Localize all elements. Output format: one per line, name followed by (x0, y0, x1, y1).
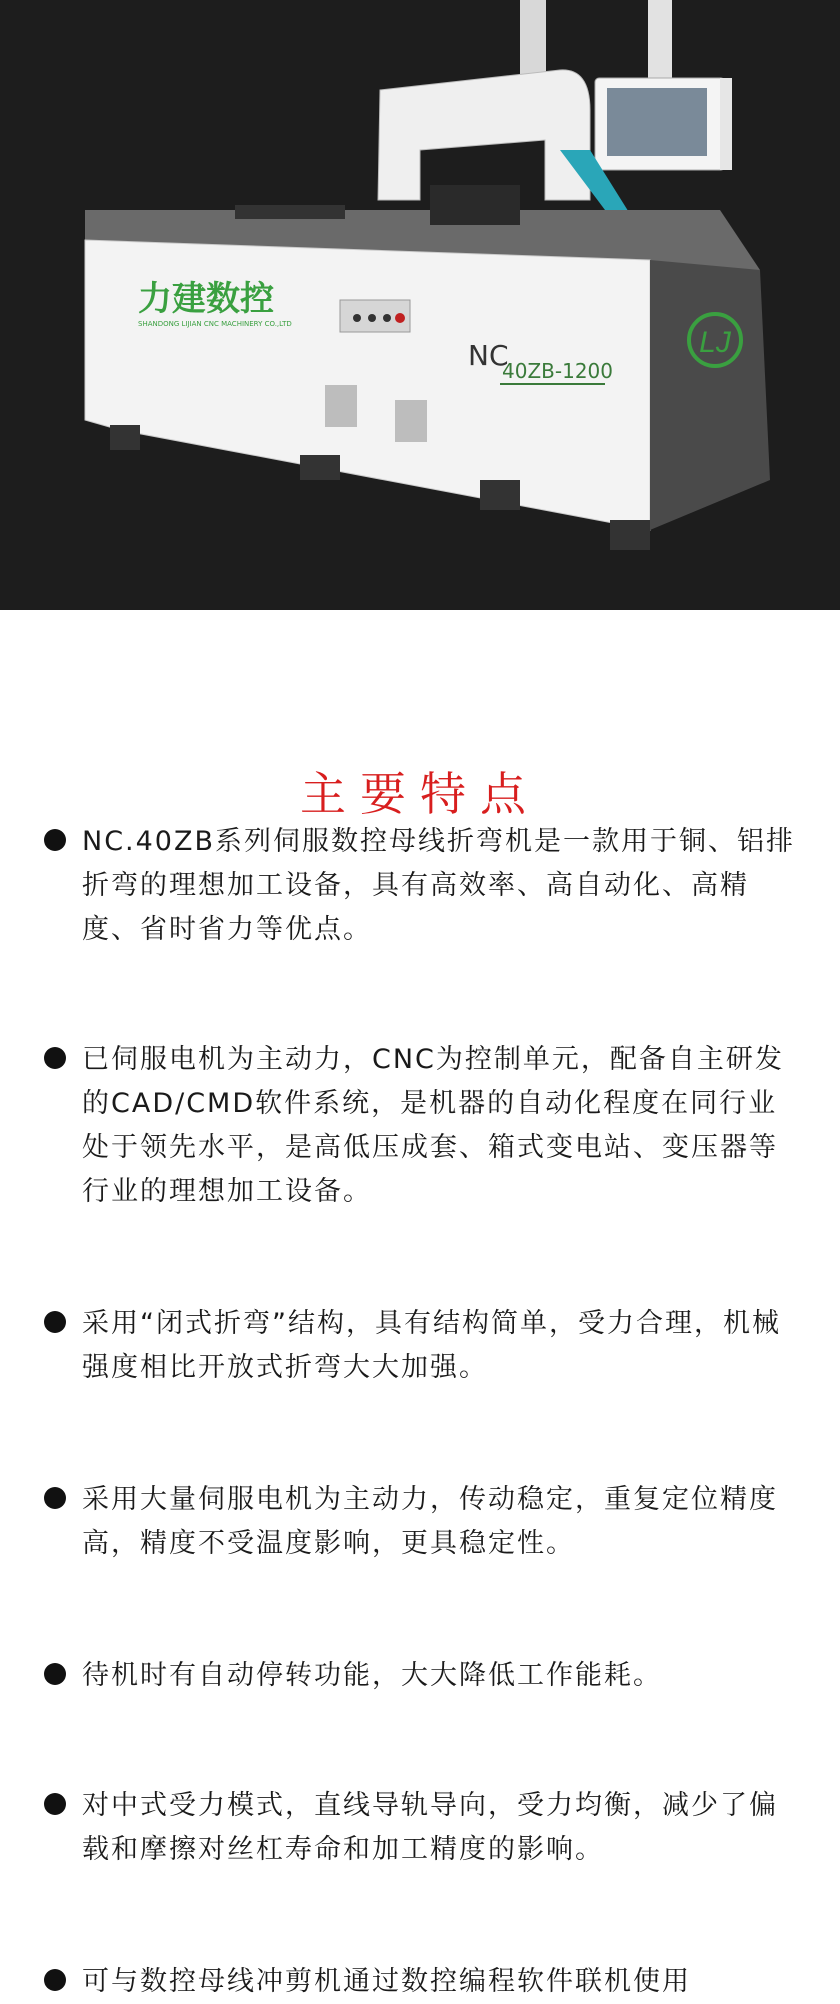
product-photo (0, 0, 840, 610)
feature-text: 对中式受力模式，直线导轨导向，受力均衡，减少了偏载和摩擦对丝杠寿命和加工精度的影响。 (82, 1790, 778, 1865)
bullet-icon (44, 829, 66, 851)
feature-text: 待机时有自动停转功能，大大降低工作能耗。 (82, 1660, 662, 1691)
feature-item (44, 820, 804, 952)
bullet-icon (44, 1047, 66, 1069)
bullet-icon (44, 1663, 66, 1685)
feature-text: 可与数控母线冲剪机通过数控编程软件联机使用 (82, 1966, 691, 1997)
emblem-text: LJ (699, 326, 731, 359)
brand-logo-text: 力建数控 (138, 279, 274, 319)
section-title: 主要特点 (300, 767, 540, 822)
feature-text: 已伺服电机为主动力，CNC为控制单元，配备自主研发的CAD/CMD软件系统，是机器的自动化程度在同行业处于领先水平，是高低压成套、箱式变电站、变压器等行业的理想加工设备。 (82, 1044, 784, 1207)
bullet-icon (44, 1969, 66, 1991)
brand-logo-subtext: SHANDONG LIJIAN CNC MACHINERY CO.,LTD (138, 320, 292, 328)
model-number: 40ZB-1200 (502, 359, 613, 383)
feature-item (44, 1478, 804, 1566)
feature-item (44, 1784, 804, 1872)
feature-text: 采用“闭式折弯”结构，具有结构简单，受力合理，机械强度相比开放式折弯大大加强。 (82, 1308, 781, 1383)
feature-text: NC.40ZB系列伺服数控母线折弯机是一款用于铜、铝排折弯的理想加工设备，具有高效率、高自动化、高精度、省时省力等优点。 (82, 826, 796, 945)
feature-item (44, 1654, 804, 1698)
feature-item (44, 1302, 804, 1390)
feature-item (44, 1960, 804, 2004)
bullet-icon (44, 1487, 66, 1509)
bullet-icon (44, 1793, 66, 1815)
model-prefix: NC (468, 339, 509, 372)
bending-machine-illustration (0, 0, 840, 610)
feature-text: 采用大量伺服电机为主动力，传动稳定，重复定位精度高，精度不受温度影响，更具稳定性。 (82, 1484, 778, 1559)
bullet-icon (44, 1311, 66, 1333)
feature-item (44, 1038, 804, 1214)
